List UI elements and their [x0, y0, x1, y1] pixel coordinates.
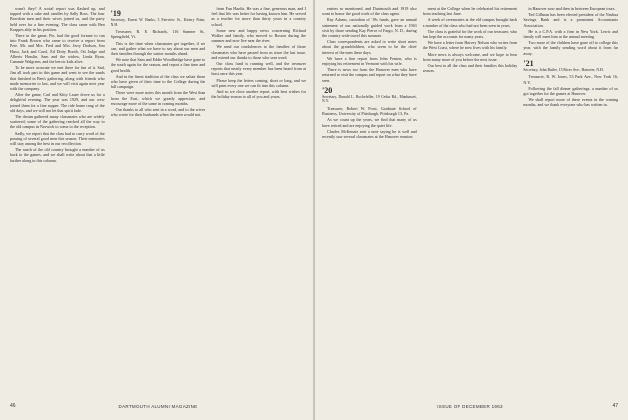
column-paragraph: He is a C.P.A. with a firm in New York. Lewis and family will meet him at the annual meeting. — [523, 28, 618, 40]
column-paragraph: We note that Sam and Eddie Woodbridge have gone to the south again for the season, and report a fine time and good health. — [110, 57, 206, 73]
column-paragraph: ment at the College when he celebrated his retirement from teaching last June. — [422, 6, 518, 17]
column-paragraph: To be more accurate we met there for fun of it. Sad, Jim all took part in this game and went to see the sands that finished in Ben's gathering, along with friends who made memories to last, and we will visit again next year with the company. — [10, 65, 105, 92]
column-paragraph: We shall report more of these events in the coming months, and we thank everyone who has written in. — [523, 97, 618, 108]
column-paragraph: Ray Adams, custodian of '19s funds, gave an annual statement of our nationally guided work from a 1963 visit by those sending Kay Pierce of Fargo, N. D., during the country wide travel this summer. — [322, 17, 417, 39]
column-paragraph: The class is grateful for the work of our treasurer, who has kept the accounts for many years. — [422, 28, 518, 40]
column-paragraph: entries so mentioned, and Dartmouth and 1919 also want to honor the good work of the class agent. — [322, 6, 417, 17]
column-paragraph: This is the time when classmates get together, if we can, and gather what we have to say about our men and their families through the winter months ahead. — [110, 40, 206, 56]
right-column-1 — [322, 6, 417, 396]
column-paragraph: As we count up the years, we find that many of us have retired and are enjoying the quiet life. — [322, 117, 417, 128]
column-paragraph: Treasurer, R. E. Richards, 116 Sumner St., Springfield, Vt. — [110, 29, 206, 40]
left-column-2 — [111, 6, 206, 396]
column-paragraph: A week of ceremonies at the old campus brought back a number of the class who had not been seen in years. — [422, 17, 518, 28]
column-paragraph: There in the game, Pie, had the good fortune to run into Frank Brown who came to receive a report from Pete. Mr. and Mrs. Fred and Mrs. Jerry Dodson, Jim Huso, Jack and Carol, Ed Dotty Booth, Ott Jadge and Alberts Hasslin, Sam and the widow, Linda Ryan, Cammie Walgreen, and the heroic kids alive. — [10, 33, 105, 65]
class-year-heading: '20 — [322, 85, 333, 95]
column-paragraph: Some new and happy news concerning Richard Walker and family, who moved to Boston during the summer and now live near the river. — [211, 27, 306, 44]
column-paragraph: Our thanks to all who sent in a word, and to the wives who wrote for their husbands when the men would not. — [110, 107, 206, 118]
column-paragraph: Two more of the children have gone off to college this year, with the family sending word about it from far away. — [523, 40, 618, 56]
column-paragraph: Treasurer, Robert W. Frost, Graduate School of Business, University of Pittsburgh, Pittsburgh 13, Pa. — [322, 106, 417, 117]
right-column-2 — [423, 6, 518, 396]
column-paragraph: There is news too from the Hanover men who have returned to visit the campus and report on what they have seen. — [322, 67, 417, 83]
right-page — [322, 6, 618, 410]
column-paragraph: Treasurer, R. W. Jones, 53 Park Ave., New York 16, N.Y. — [523, 74, 618, 85]
masthead: ISSUE OF DECEMBER 1963 — [437, 404, 503, 409]
column-paragraph: Class correspondents are asked to write short notes about the grandchildren, who seem to be the chief interest of the men these days. — [322, 39, 417, 55]
column-paragraph: And so we close another report, with best wishes for the holiday season to all of you and yours. — [211, 89, 306, 100]
column-paragraph: We have a fine report from John Fenton, who is enjoying his retirement in Vermont with his wife. — [322, 55, 417, 67]
class-secretary-line: Secretary, John Butler, 15 River Ave., Hanover, N.H. — [523, 67, 604, 72]
class-year-heading: '19 — [110, 9, 121, 18]
column-paragraph: Our class fund is running well, and the treasurer reports that nearly every member has been heard from at least once this year. — [211, 61, 306, 77]
masthead: DARTMOUTH ALUMNI MAGAZINE — [118, 404, 198, 409]
left-column-3 — [211, 6, 306, 396]
column-paragraph: The dream gathered many classmates who are widely scattered; some of the gathering reached all the way to the old campus in Norwich to come to the reception. — [10, 114, 105, 130]
page-gutter — [313, 0, 315, 420]
column-paragraph: The ranch of the old country brought a number of us back to the games, and we shall write about that a little further along in this column. — [10, 147, 105, 163]
column-paragraph: Please keep the letters coming, short or long, and we will print every one we can fit into this column. — [211, 77, 306, 88]
class-secretary-line: Secretary, Donald L. Rockefeller, 19 Cedar Rd., Manhasset, N.Y. — [322, 94, 417, 104]
column-paragraph: We have a letter from Harvey Nelson who writes from the West Coast, where he now lives with his family. — [422, 40, 518, 51]
column-paragraph: in Hanover now and then in between European tours. — [528, 6, 616, 11]
column-paragraph: from Fun Hardis. He was a fine, generous man, and I feel that life was better for having known him. He served as a teacher for more than thirty years in a country school. — [211, 6, 306, 27]
right-footer — [322, 400, 618, 410]
left-footer — [10, 400, 306, 410]
column-paragraph: Following the fall dinner gatherings, a number of us got together for the games at Hanover. — [523, 85, 618, 97]
column-paragraph: And in the finest tradition of the class we salute those who have given of their time to the College during the fall campaign. — [110, 73, 206, 90]
left-page — [10, 6, 306, 410]
column-paragraph: There were more notes this month from the West than from the East, which we greatly appreciate, and encourage more of the same in coming months. — [110, 90, 206, 106]
column-paragraph: wasn't they? A social report was flashed up, and topped with a cake and candles by Sally Ross. The four Bowdoin men and their wives joined us, and the party held over for a fine evening. The class came with Ben Krappes ably in his position. — [10, 6, 105, 32]
column-paragraph: Our best to all the class and their families this holiday season. — [422, 63, 518, 74]
page-number: 47 — [612, 403, 618, 409]
column-paragraph: Charles McKenzie sent a note saying he is well and recently saw several classmates at the Hanover reunion. — [322, 128, 417, 140]
column-paragraph: Ted Gillman has been elected president of the Nashua Savings Bank and is a prominent Accountants Association. — [523, 12, 618, 28]
class-secretary-line: Secretary, Ernest W. Banks, 3 Fairview St., Kittery Point, N.H. — [110, 18, 206, 27]
column-paragraph: More news is always welcome, and we hope to hear from many more of you before the next issue. — [422, 51, 518, 62]
column-paragraph: Sadly, we report that the class had to carry word of the passing of several good men this season. Their memories will stay among the best in our recollection. — [10, 130, 105, 147]
right-column-3 — [523, 6, 618, 396]
left-column-1 — [10, 6, 105, 396]
class-year-heading: '21 — [523, 58, 534, 68]
column-paragraph: We send our condolences to the families of those classmates who have passed from us since the last issue, and extend our thanks to those who sent word. — [211, 44, 306, 60]
column-paragraph: After the game, Carl and Kitty Lauer drove us for a delightful evening. The year was 1929, and our crew joined them for a fine supper. The ride home rang of the old days, and we will not let that spirit fade. — [10, 92, 105, 113]
page-number: 46 — [10, 403, 16, 409]
